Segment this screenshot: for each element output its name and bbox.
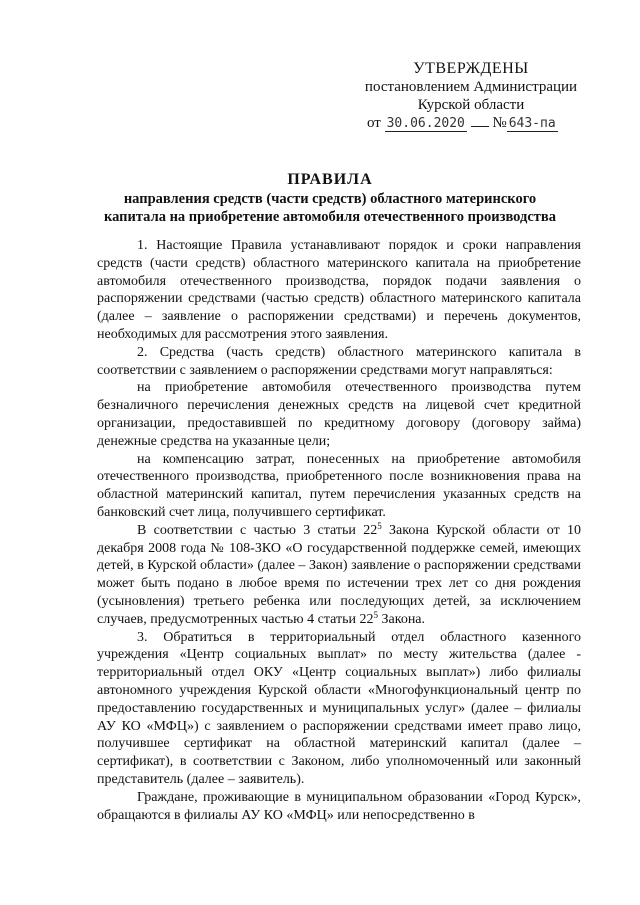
paragraph-2-item-1: на приобретение автомобиля отечественного производства путем безналичного перечисления денежных средств на лицевой счет кредитной организации, предоставившей по кредитному договору (договору займа) денежные средства на указанные цели; [97, 380, 581, 449]
document-title: ПРАВИЛА [287, 171, 373, 188]
paragraph-2: 2. Средства (часть средств) областного материнского капитала в соответствии с заявлением о распоряжении средствами могут направляться: [97, 344, 581, 378]
document-body [97, 237, 581, 824]
approval-title: УТВЕРЖДЕНЫ [413, 60, 529, 77]
paragraph-1: 1. Настоящие Правила устанавливают порядок и сроки направления средств (части средств) областного материнского капитала на приобретение автомобиля отечественного производства, порядок подачи заявления о распоряжении средствами (частью средств) областного материнского капитала (далее – заявление о распоряжении средствами) и перечень документов, необходимых для рассмотрения этого заявления. [97, 238, 581, 342]
paragraph-2-item-2: на компенсацию затрат, понесенных на приобретение автомобиля отечественного производства, приобретенного после возникновения права на областной материнский капитал, путем перечисления указанных средств на банковский счет лица, получившего сертификат. [97, 451, 581, 520]
approval-stamp [355, 60, 587, 133]
law-ref-part-b: Закона Курской области от 10 декабря 2008 года № 108-ЗКО «О государственной поддержке семей, имеющих детей, в Курской области» (далее – Закон) заявление о распоряжении средствами может быть подано в любое время по истечении трех лет со дня рождения (усыновления) третьего ребенка или последующих детей, за исключением случаев, предусмотренных частью 4 статьи 22 [97, 522, 582, 627]
approval-line-1: постановлением Администрации [364, 79, 578, 95]
law-ref-part-c: Закона. [378, 611, 426, 627]
approval-date: 30.06.2020 [386, 116, 465, 131]
paragraph-law-reference [97, 522, 581, 629]
approval-date-number [355, 114, 587, 133]
paragraph-citizens: Граждане, проживающие в муниципальном образовании «Город Курск», обращаются в филиалы АУ КО «МФЦ» или непосредственно в [97, 789, 581, 823]
law-ref-superscript-1: 5 [377, 520, 382, 531]
law-ref-part-a: В соответствии с частью 3 статьи 22 [137, 522, 378, 538]
date-prefix: от [367, 115, 381, 131]
document-header [60, 170, 600, 226]
document-subtitle-line-2: капитала на приобретение автомобиля отечественного производства [103, 209, 556, 225]
approval-line-2: Курской области [417, 97, 525, 113]
approval-number: 643-па [508, 116, 556, 131]
document-subtitle-line-1: направления средств (части средств) областного материнского [123, 191, 537, 207]
paragraph-3: 3. Обратиться в территориальный отдел областного казенного учреждения «Центр социальных выплат» по месту жительства (далее - территориальный отдел ОКУ «Центр социальных выплат») либо филиалы автономного учреждения Курской области «Многофункциональный центр по предоставлению государственных и муниципальных услуг» (далее – филиалы АУ КО «МФЦ») с заявлением о распоряжении средствами имеет право лицо, получившее сертификат на областной материнский капитал (далее – сертификат), в соответствии с Законом, либо уполномоченный или законный представитель (далее – заявитель). [97, 629, 581, 787]
law-ref-superscript-2: 5 [373, 609, 378, 620]
number-prefix: № [492, 115, 507, 131]
